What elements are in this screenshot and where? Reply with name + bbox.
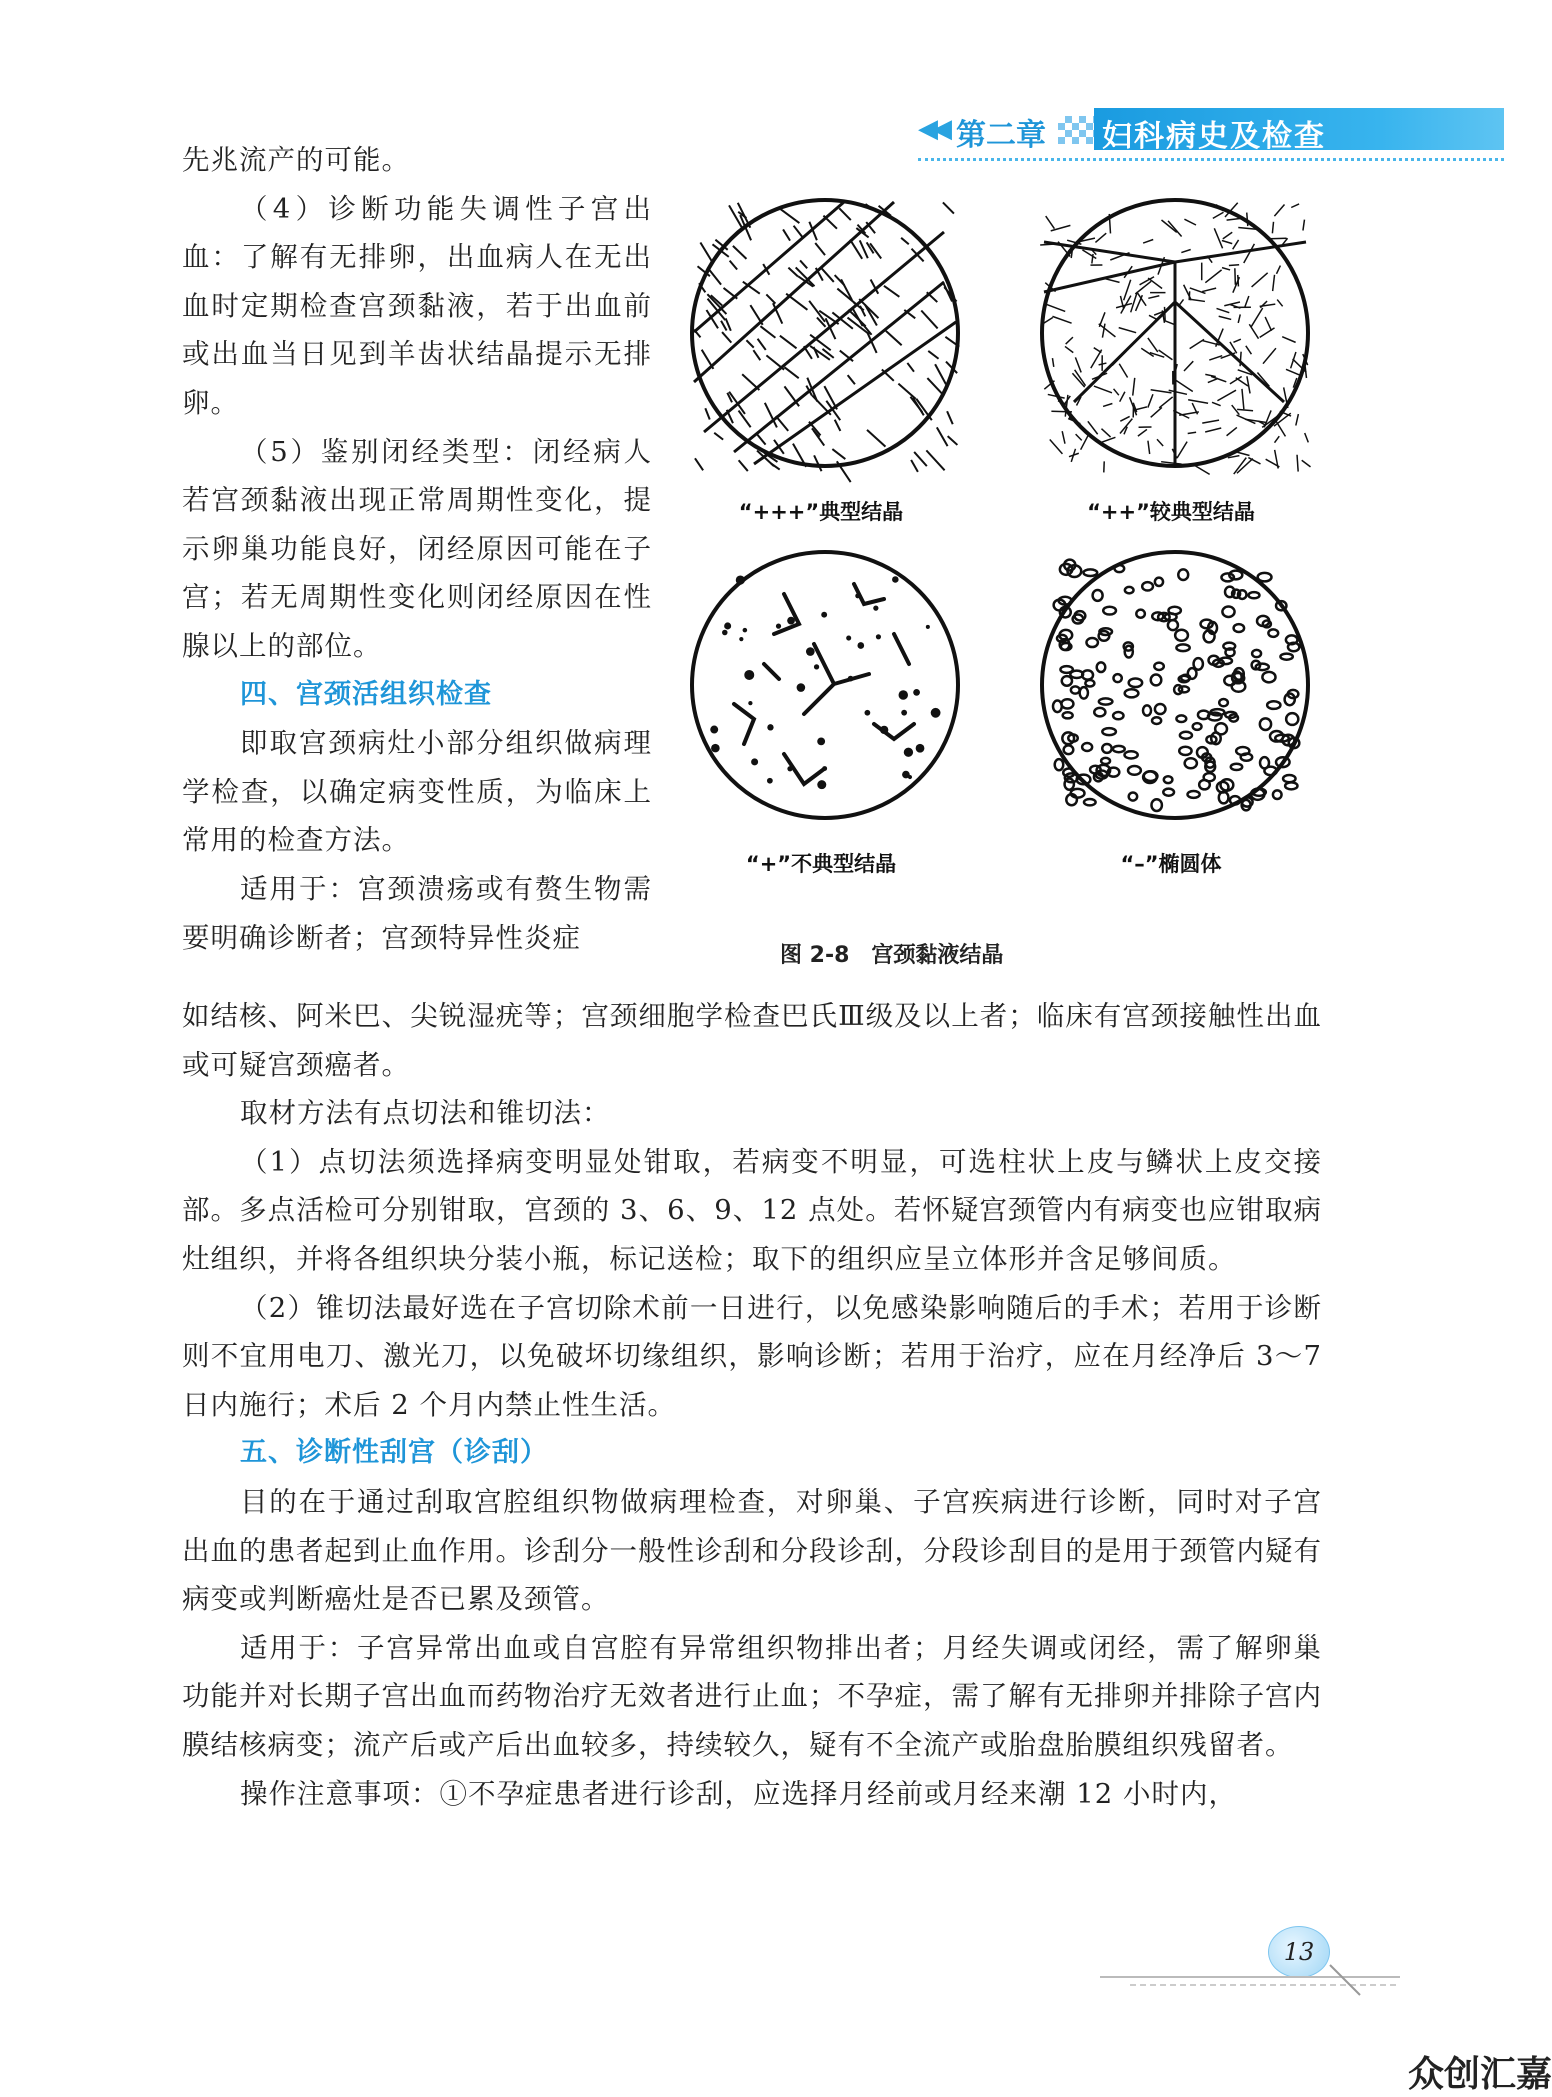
microscope-view-typical bbox=[690, 198, 960, 468]
fern-crystal-drawing bbox=[694, 202, 956, 464]
chapter-header bbox=[918, 108, 1504, 152]
branching-crystal-drawing bbox=[1044, 202, 1306, 464]
section-heading: 四、宫颈活组织检查 bbox=[182, 671, 652, 720]
paragraph: 即取宫颈病灶小部分组织做病理学检查，以确定病变性质，为临床上常用的检查方法。 bbox=[182, 719, 652, 865]
figure-number: 图 2-8 bbox=[780, 943, 849, 968]
chapter-title: 妇科病史及检查 bbox=[1102, 111, 1326, 155]
watermark: 众创汇嘉 bbox=[1408, 2046, 1552, 2097]
paragraph: （4）诊断功能失调性子宫出血：了解有无排卵，出血病人在无出血时定期检查宫颈黏液，若于出血前或出血当日见到羊齿状结晶提示无排卵。 bbox=[182, 185, 652, 428]
microscope-view-less-typical bbox=[1040, 198, 1310, 468]
paragraph: （1）点切法须选择病变明显处钳取，若病变不明显，可选柱状上皮与鳞状上皮交接部。多点活检可分别钳取，宫颈的 3、6、9、12 点处。若怀疑宫颈管内有病变也应钳取病灶组织，并将各组织块分装小瓶，标记送检；取下的组织应呈立体形并含足够间质。 bbox=[182, 1138, 1322, 1284]
label-typical-crystal: “+++”典型结晶 bbox=[671, 496, 971, 526]
left-column-text bbox=[182, 136, 652, 962]
paragraph: （2）锥切法最好选在子宫切除术前一日进行，以免感染影响随后的手术；若用于诊断则不宜用电刀、激光刀，以免破坏切缘组织，影响诊断；若用于治疗，应在月经净后 3～7 日内施行；术后 2 个月内禁止性生活。 bbox=[182, 1284, 1322, 1430]
double-arrow-left-icon: ◀◀ bbox=[918, 114, 946, 144]
chapter-title-bar bbox=[1094, 108, 1504, 150]
paragraph: 取材方法有点切法和锥切法： bbox=[182, 1089, 1322, 1138]
ellipsoid-bodies-drawing bbox=[1044, 554, 1306, 816]
checker-decoration bbox=[1058, 116, 1094, 144]
header-dotted-rule bbox=[918, 158, 1504, 161]
label-atypical-crystal: “+”不典型结晶 bbox=[671, 848, 971, 878]
page-number: 13 bbox=[1268, 1926, 1330, 1978]
paragraph: 先兆流产的可能。 bbox=[182, 136, 652, 185]
paragraph: 如结核、阿米巴、尖锐湿疣等；宫颈细胞学检查巴氏Ⅲ级及以上者；临床有宫颈接触性出血或可疑宫颈癌者。 bbox=[182, 992, 1322, 1089]
section-heading: 五、诊断性刮宫（诊刮） bbox=[182, 1429, 1322, 1478]
microscope-view-ellipsoid bbox=[1040, 550, 1310, 820]
microscope-view-atypical bbox=[690, 550, 960, 820]
label-ellipsoid: “–”椭圆体 bbox=[1021, 848, 1321, 878]
paragraph: 适用于：子宫异常出血或自宫腔有异常组织物排出者；月经失调或闭经，需了解卵巢功能并对长期子宫出血而药物治疗无效者进行止血；不孕症，需了解有无排卵并排除子宫内膜结核病变；流产后或产后出血较多，持续较久，疑有不全流产或胎盘胎膜组织残留者。 bbox=[182, 1624, 1322, 1770]
footer-decoration bbox=[1100, 1965, 1400, 1995]
label-less-typical-crystal: “++”较典型结晶 bbox=[1021, 496, 1321, 526]
main-text bbox=[182, 992, 1322, 1818]
figure-title: 宫颈黏液结晶 bbox=[871, 943, 1003, 968]
scattered-crystal-drawing bbox=[694, 554, 956, 816]
paragraph: 适用于：宫颈溃疡或有赘生物需要明确诊断者；宫颈特异性炎症 bbox=[182, 865, 652, 962]
figure-caption bbox=[780, 938, 1180, 969]
paragraph: 目的在于通过刮取宫腔组织物做病理检查，对卵巢、子宫疾病进行诊断，同时对子宫出血的患者起到止血作用。诊刮分一般性诊刮和分段诊刮，分段诊刮目的是用于颈管内疑有病变或判断癌灶是否已累及颈管。 bbox=[182, 1478, 1322, 1624]
paragraph: （5）鉴别闭经类型：闭经病人若宫颈黏液出现正常周期性变化，提示卵巢功能良好，闭经原因可能在子宫；若无周期性变化则闭经原因在性腺以上的部位。 bbox=[182, 428, 652, 671]
paragraph: 操作注意事项：①不孕症患者进行诊刮，应选择月经前或月经来潮 12 小时内， bbox=[182, 1770, 1322, 1819]
chapter-number: 第二章 bbox=[956, 110, 1046, 154]
